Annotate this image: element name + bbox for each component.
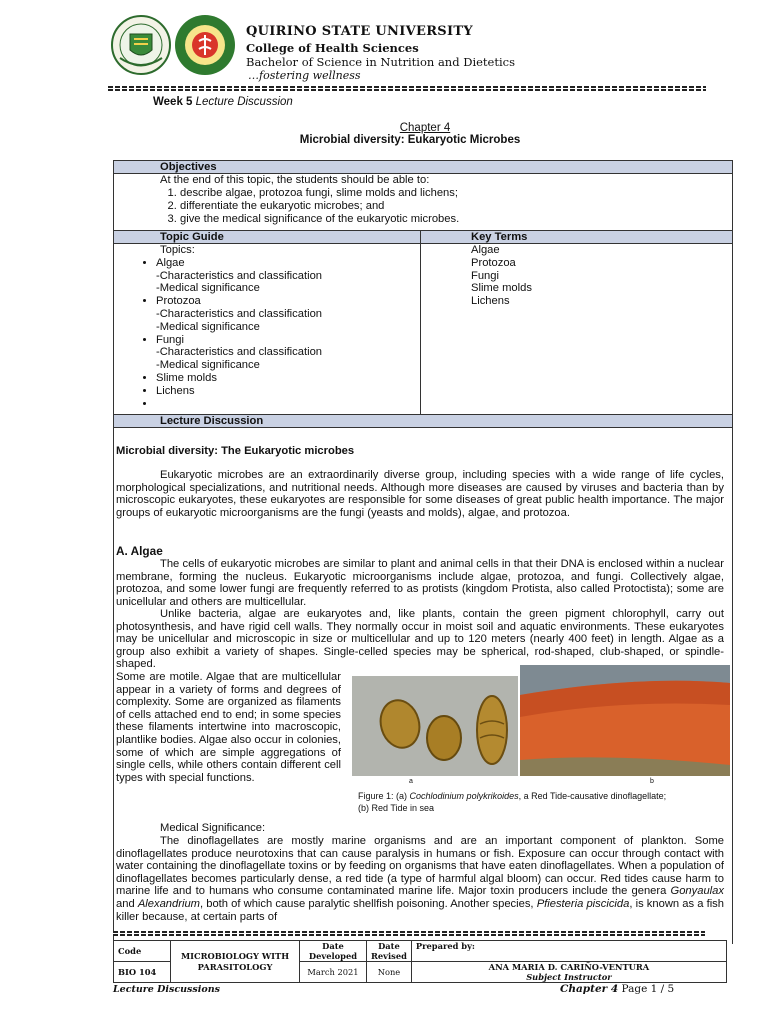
topic-item: • Fungi -Characteristics and classification -Medical significance [156, 334, 420, 372]
prepared-by-cell [411, 962, 726, 983]
objective-item: 1. describe algae, protozoa fungi, slime molds and lichens; [180, 187, 732, 200]
key-term: Lichens [471, 295, 510, 308]
objectives-body [114, 174, 733, 231]
date-revised-value: None [367, 962, 412, 983]
footer-chapter: Chapter 4 [560, 983, 619, 995]
topic-item: • Protozoa -Characteristics and classification -Medical significance [156, 295, 420, 333]
week-type: Lecture Discussion [195, 96, 293, 108]
chapter-title: Chapter 4 [399, 122, 451, 134]
week-number: Week 5 [153, 96, 193, 108]
instructor-role: Subject Instructor [526, 972, 612, 982]
date-developed-label: Date Developed [300, 941, 367, 962]
intro-paragraph: Eukaryotic microbes are an extraordinarily diverse group, including species with a wide range of life cycles, morphological specializations, and nutritional needs. Although more diseases are caused by viruses and bacteria than by microscopic eukaryotes, these eukaryotes are responsible for some diseases of great public health importance. The major groups of eukaryotic microorganisms are the fungi (yeasts and molds), algae, and protozoa. [116, 469, 724, 519]
college-name: College of Health Sciences [246, 41, 419, 55]
topic-item: • Algae -Characteristics and classification -Medical significance [156, 257, 420, 295]
topic-item: • Slime molds [156, 372, 420, 385]
figure-microscope-image [352, 676, 518, 776]
lecture-heading: Lecture Discussion [114, 415, 733, 428]
footer-divider [113, 931, 705, 936]
prepared-by-label: Prepared by: [411, 941, 726, 962]
objectives-intro: At the end of this topic, the students should be able to: [160, 174, 430, 186]
footer-page-info [560, 983, 674, 995]
code-label: Code [114, 941, 171, 962]
objectives-heading: Objectives [114, 161, 733, 174]
date-revised-label: Date Revised [367, 941, 412, 962]
footer-page-number: Page 1 / 5 [621, 983, 675, 995]
program-name: Bachelor of Science in Nutrition and Dietetics [246, 55, 516, 69]
instructor-name: ANA MARIA D. CARIÑO-VENTURA [488, 962, 650, 972]
figure-label-a: a [409, 778, 413, 785]
key-term: Slime molds [471, 282, 532, 295]
week-label [153, 96, 293, 108]
header-divider [108, 86, 706, 91]
topic-item: • Lichens [156, 385, 420, 398]
chapter-subtitle: Microbial diversity: Eukaryotic Microbes [299, 134, 521, 146]
key-terms-body [421, 244, 733, 415]
code-value: BIO 104 [114, 962, 171, 983]
topics-list [136, 257, 420, 411]
objective-item: 2. differentiate the eukaryotic microbes; and [180, 200, 732, 213]
college-logo [173, 13, 237, 77]
footer-left-label: Lecture Discussions [113, 984, 220, 995]
algae-paragraph-1: The cells of eukaryotic microbes are similar to plant and animal cells in that their DNA is enclosed within a nuclear membrane, forming the nucleus. Eukaryotic microorganisms include algae, protozoa, and fungi. Collectively algae, protozoa, and some lower fungi are frequently referred to as protists (kingdom Protista, also called Protoctista); some are unicellular and others are multicellular. [116, 558, 724, 608]
tagline: …fostering wellness [248, 69, 361, 82]
course-title: MICROBIOLOGY WITH PARASITOLOGY [171, 941, 300, 983]
topic-item [156, 398, 420, 411]
topic-guide-body [114, 244, 421, 415]
topics-intro: Topics: [160, 244, 195, 256]
medical-significance-paragraph: The dinoflagellates are mostly marine organisms and are an important component of plankton. Some dinoflagellates produce neurotoxins that can cause paralysis in humans or fish. Exposure can occur through contact with water containing the dinoflagellate toxins or by feeding on organisms that have eaten dinoflagellates. When a population of dinoflagellates becomes particularly dense, a red tide (a type of harmful algal bloom) can occur. Red tides cause harm to marine life and to humans who consume contaminated marine life. Major toxin producers include the genera Gonyaulax and Alexandrium, both of which cause paralytic shellfish poisoning. Another species, Pfiesteria piscicida, is known as a fish killer because, at certain parts of [116, 835, 724, 923]
key-term: Protozoa [471, 256, 516, 269]
key-term: Fungi [471, 269, 499, 282]
figure-label-b: b [650, 778, 654, 785]
key-term: Algae [471, 244, 500, 256]
university-name: QUIRINO STATE UNIVERSITY [246, 24, 473, 39]
key-terms-heading: Key Terms [421, 231, 733, 244]
section-title: Microbial diversity: The Eukaryotic microbes [116, 445, 355, 457]
university-logo [110, 14, 172, 76]
footer-info-table [113, 940, 727, 983]
algae-heading: A. Algae [116, 544, 163, 558]
figure-caption: Figure 1: (a) Cochlodinium polykrikoides, a Red Tide-causative dinoflagellate; (b) Red Tide in sea [358, 791, 667, 813]
date-developed-value: March 2021 [300, 962, 367, 983]
figure-red-tide-image [520, 665, 730, 776]
algae-paragraph-3: Some are motile. Algae that are multicellular appear in a variety of forms and degrees of complexity. Some are organized as filaments of cells attached end to end; in some species these filaments intertwine into macroscopic, plantlike bodies. Algae also occur in colonies, some of which are simple aggregations of single cells, while others contain different cell types with special functions. [116, 671, 341, 784]
algae-paragraph-2: Unlike bacteria, algae are eukaryotes and, like plants, contain the green pigment chlorophyll, carry out photosynthesis, and have rigid cell walls. They normally occur in moist soil and aquatic environments. These eukaryotes may be unicellular and microscopic in size or multicellular and up to 120 meters (nearly 400 feet) in length. Algae as a group also exhibit a variety of shapes. Single-celled species may be spherical, rod-shaped, club-shaped, or spindle-shaped. [116, 608, 724, 671]
topic-guide-heading: Topic Guide [114, 231, 421, 244]
objective-item: 3. give the medical significance of the eukaryotic microbes. [180, 213, 732, 226]
objectives-list [160, 187, 732, 226]
medical-significance-heading: Medical Significance: [160, 822, 266, 834]
